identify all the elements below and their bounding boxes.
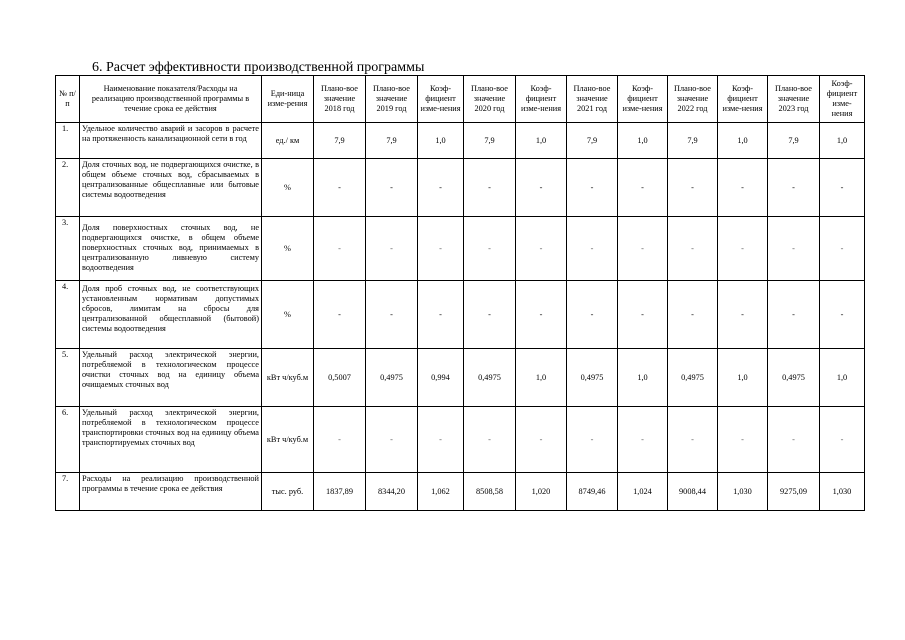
cell-plan-2018: -: [314, 281, 366, 349]
cell-plan-2022: -: [668, 159, 718, 217]
cell-plan-2023: 7,9: [768, 123, 820, 159]
row-num: 5.: [56, 349, 80, 407]
cell-plan-2019: -: [366, 281, 418, 349]
cell-plan-2020: 0,4975: [464, 349, 516, 407]
cell-plan-2019: -: [366, 159, 418, 217]
cell-plan-2021: -: [567, 217, 618, 281]
cell-plan-2019: 7,9: [366, 123, 418, 159]
cell-plan-2019: 0,4975: [366, 349, 418, 407]
cell-coef-2: -: [516, 159, 567, 217]
cell-coef-5: 1,030: [820, 473, 865, 511]
header-row: [56, 76, 865, 123]
cell-coef-1: -: [418, 281, 464, 349]
row-num: 3.: [56, 217, 80, 281]
cell-plan-2020: -: [464, 217, 516, 281]
cell-plan-2020: -: [464, 407, 516, 473]
cell-plan-2022: -: [668, 217, 718, 281]
cell-coef-5: -: [820, 159, 865, 217]
row-name: Доля сточных вод, не подвергающихся очистке, в общем объеме сточных вод, сбрасываемых в централизованные общесплавные или бытовые системы водоотведения: [80, 159, 262, 217]
cell-coef-1: -: [418, 159, 464, 217]
cell-plan-2021: 8749,46: [567, 473, 618, 511]
header-coef-2: Коэф-фициент изме-нения: [516, 76, 567, 123]
cell-plan-2018: 7,9: [314, 123, 366, 159]
section-title: 6. Расчет эффективности производственной программы: [92, 60, 425, 75]
header-plan-2018: Плано-вое значение 2018 год: [314, 76, 366, 123]
cell-coef-4: -: [718, 217, 768, 281]
cell-plan-2023: -: [768, 281, 820, 349]
header-coef-3: Коэф-фициент изме-нения: [618, 76, 668, 123]
cell-plan-2023: -: [768, 407, 820, 473]
header-plan-2019: Плано-вое значение 2019 год: [366, 76, 418, 123]
cell-plan-2022: -: [668, 281, 718, 349]
cell-coef-3: -: [618, 217, 668, 281]
cell-plan-2018: -: [314, 407, 366, 473]
header-num: № п/п: [56, 76, 80, 123]
row-num: 2.: [56, 159, 80, 217]
table-row: [56, 349, 865, 407]
cell-coef-4: 1,0: [718, 349, 768, 407]
table-row: [56, 281, 865, 349]
cell-plan-2019: -: [366, 407, 418, 473]
cell-plan-2018: -: [314, 159, 366, 217]
cell-coef-3: 1,0: [618, 349, 668, 407]
cell-plan-2020: -: [464, 159, 516, 217]
cell-coef-1: -: [418, 217, 464, 281]
cell-plan-2022: 7,9: [668, 123, 718, 159]
row-name: Доля поверхностных сточных вод, не подвергающихся очистке, в общем объеме поверхностных сточных вод, принимаемых в централизованную ливневую систему водоотведения: [80, 217, 262, 281]
cell-coef-3: -: [618, 407, 668, 473]
cell-coef-1: 1,0: [418, 123, 464, 159]
cell-coef-3: -: [618, 159, 668, 217]
header-plan-2021: Плано-вое значение 2021 год: [567, 76, 618, 123]
header-plan-2020: Плано-вое значение 2020 год: [464, 76, 516, 123]
cell-plan-2018: -: [314, 217, 366, 281]
cell-coef-4: 1,0: [718, 123, 768, 159]
row-num: 1.: [56, 123, 80, 159]
cell-coef-4: -: [718, 159, 768, 217]
row-unit: %: [262, 159, 314, 217]
cell-plan-2018: 1837,89: [314, 473, 366, 511]
cell-coef-5: 1,0: [820, 123, 865, 159]
cell-plan-2023: 9275,09: [768, 473, 820, 511]
row-num: 6.: [56, 407, 80, 473]
cell-plan-2020: 7,9: [464, 123, 516, 159]
cell-coef-2: -: [516, 217, 567, 281]
cell-plan-2020: 8508,58: [464, 473, 516, 511]
header-plan-2022: Плано-вое значение 2022 год: [668, 76, 718, 123]
cell-plan-2022: -: [668, 407, 718, 473]
row-name: Удельный расход электрической энергии, потребляемой в технологическом процессе транспортировки сточных вод на единицу объема транспортируемых сточных вод: [80, 407, 262, 473]
row-name: Расходы на реализацию производственной программы в течение срока ее действия: [80, 473, 262, 511]
header-coef-1: Коэф-фициент изме-нения: [418, 76, 464, 123]
efficiency-table: [55, 75, 865, 511]
cell-plan-2021: 7,9: [567, 123, 618, 159]
cell-plan-2022: 0,4975: [668, 349, 718, 407]
table-row: [56, 159, 865, 217]
cell-plan-2021: -: [567, 407, 618, 473]
cell-plan-2021: 0,4975: [567, 349, 618, 407]
cell-plan-2019: 8344,20: [366, 473, 418, 511]
cell-plan-2018: 0,5007: [314, 349, 366, 407]
cell-plan-2021: -: [567, 281, 618, 349]
cell-coef-5: -: [820, 281, 865, 349]
cell-coef-4: -: [718, 407, 768, 473]
table-row: [56, 407, 865, 473]
table-row: [56, 473, 865, 511]
cell-coef-1: -: [418, 407, 464, 473]
cell-coef-4: 1,030: [718, 473, 768, 511]
row-num: 4.: [56, 281, 80, 349]
cell-coef-2: 1,020: [516, 473, 567, 511]
cell-plan-2023: 0,4975: [768, 349, 820, 407]
cell-coef-3: 1,0: [618, 123, 668, 159]
header-plan-2023: Плано-вое значение 2023 год: [768, 76, 820, 123]
cell-coef-1: 0,994: [418, 349, 464, 407]
row-unit: тыс. руб.: [262, 473, 314, 511]
cell-coef-2: -: [516, 281, 567, 349]
cell-coef-5: 1,0: [820, 349, 865, 407]
header-coef-5: Коэф-фициент изме-нения: [820, 76, 865, 123]
row-name: Доля проб сточных вод, не соответствующих установленным нормативам допустимых сбросов, лимитам на сбросы для централизованной общесплавной (бытовой) системы водоотведения: [80, 281, 262, 349]
row-unit: кВт ч/куб.м: [262, 407, 314, 473]
cell-plan-2020: -: [464, 281, 516, 349]
row-unit: %: [262, 281, 314, 349]
cell-coef-2: 1,0: [516, 123, 567, 159]
row-name: Удельный расход электрической энергии, потребляемой в технологическом процессе очистки сточных вод на единицу объема очищаемых сточных вод: [80, 349, 262, 407]
cell-plan-2023: -: [768, 217, 820, 281]
header-unit: Еди-ница изме-рения: [262, 76, 314, 123]
table-row: [56, 123, 865, 159]
cell-coef-5: -: [820, 217, 865, 281]
table-row: [56, 217, 865, 281]
cell-coef-3: -: [618, 281, 668, 349]
cell-plan-2023: -: [768, 159, 820, 217]
cell-coef-4: -: [718, 281, 768, 349]
row-unit: кВт ч/куб.м: [262, 349, 314, 407]
cell-plan-2021: -: [567, 159, 618, 217]
cell-coef-1: 1,062: [418, 473, 464, 511]
header-coef-4: Коэф-фициент изме-нения: [718, 76, 768, 123]
cell-plan-2019: -: [366, 217, 418, 281]
cell-coef-5: -: [820, 407, 865, 473]
row-name: Удельное количество аварий и засоров в расчете на протяженность канализационной сети в год: [80, 123, 262, 159]
row-unit: ед./ км: [262, 123, 314, 159]
cell-coef-2: -: [516, 407, 567, 473]
row-unit: %: [262, 217, 314, 281]
row-num: 7.: [56, 473, 80, 511]
cell-coef-3: 1,024: [618, 473, 668, 511]
header-name: Наименование показателя/Расходы на реализацию производственной программы в течение срока ее действия: [80, 76, 262, 123]
cell-plan-2022: 9008,44: [668, 473, 718, 511]
cell-coef-2: 1,0: [516, 349, 567, 407]
